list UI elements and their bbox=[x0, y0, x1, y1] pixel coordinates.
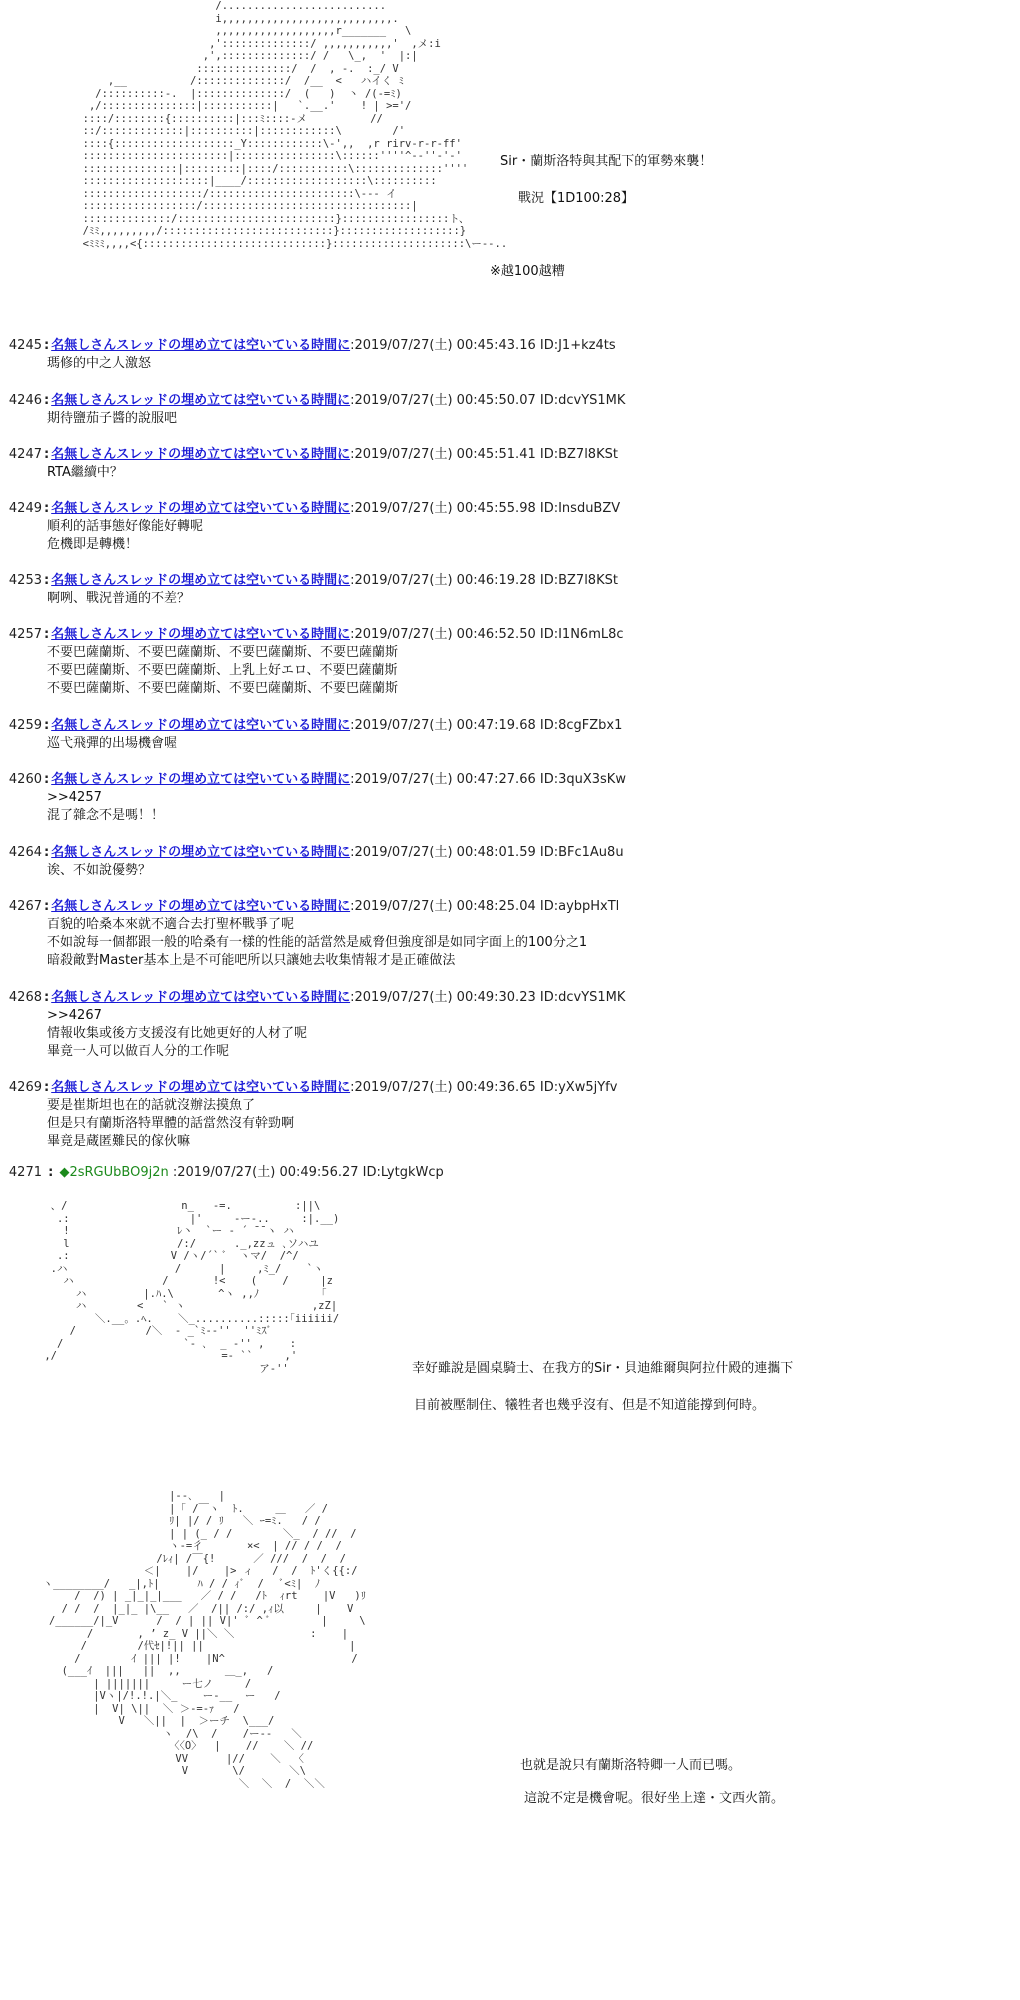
poster-name-link[interactable]: 名無しさんスレッドの埋め立ては空いている時間に bbox=[51, 447, 351, 462]
poster-name-link[interactable]: 名無しさんスレッドの埋め立ては空いている時間に bbox=[51, 393, 351, 408]
post-line: 瑪修的中之人激怒 bbox=[47, 356, 152, 371]
post-body bbox=[47, 518, 1010, 554]
poster-name-link[interactable]: 名無しさんスレッドの埋め立ては空いている時間に bbox=[51, 338, 351, 353]
reply-post bbox=[0, 337, 1010, 373]
reply-anchor-link[interactable]: >>4267 bbox=[47, 1008, 102, 1023]
post-body bbox=[47, 590, 1010, 608]
art-caption-attack: Sir・蘭斯洛特與其配下的軍勢來襲！ bbox=[500, 154, 713, 169]
post-id: ID:I1N6mL8c bbox=[539, 627, 624, 642]
post-line: 不如說每一個都跟一般的哈桑有一樣的性能的話當然是威脅但強度卻是如同字面上的100分之1 bbox=[47, 935, 588, 950]
post-separator: : bbox=[44, 772, 50, 787]
post-body bbox=[47, 862, 1010, 880]
art-caption-line: 也就是說只有蘭斯洛特卿一人而已嗎。 bbox=[520, 1758, 742, 1773]
post-number: 4247 bbox=[8, 447, 42, 462]
reply-post bbox=[0, 500, 1010, 554]
reply-post bbox=[0, 717, 1010, 753]
post-id: ID:8cgFZbx1 bbox=[539, 718, 623, 733]
post-id: ID:BZ7l8KSt bbox=[539, 447, 618, 462]
post-id: ID:J1+kz4ts bbox=[539, 338, 616, 353]
post-line: 期待鹽茄子醬的說服吧 bbox=[47, 411, 178, 426]
post-line: 混了雜念不是嗎！！ bbox=[47, 808, 165, 823]
post-datetime: :2019/07/27(土) 00:47:27.66 ID:3quX3sKw bbox=[350, 772, 626, 787]
post-id: ID:BFc1Au8u bbox=[539, 845, 624, 860]
post-body bbox=[47, 644, 1010, 698]
post-datetime: :2019/07/27(土) 00:45:43.16 ID:J1+kz4ts bbox=[350, 338, 616, 353]
reply-post bbox=[0, 392, 1010, 428]
art-caption-line: 目前被壓制住、犧牲者也幾乎沒有、但是不知道能撐到何時。 bbox=[414, 1398, 766, 1413]
reply-post bbox=[0, 989, 1010, 1061]
poster-trip[interactable]: ◆2sRGUbBO9j2n bbox=[59, 1165, 169, 1180]
post-line: 危機即是轉機！ bbox=[47, 537, 139, 552]
post-number: 4257 bbox=[8, 627, 42, 642]
post-separator: : bbox=[48, 1165, 54, 1180]
post-line: 順利的話事態好像能好轉呢 bbox=[47, 519, 204, 534]
art-caption-line: 這說不定是機會呢。很好坐上達・文西火箭。 bbox=[524, 1791, 785, 1806]
post-separator: : bbox=[44, 845, 50, 860]
post-datetime: :2019/07/27(土) 00:49:30.23 ID:dcvYS1MK bbox=[350, 990, 626, 1005]
poster-name-link[interactable]: 名無しさんスレッドの埋め立ては空いている時間に bbox=[51, 899, 351, 914]
reply-post bbox=[0, 572, 1010, 608]
post-id: ID:dcvYS1MK bbox=[539, 990, 626, 1005]
post-line: RTA繼續中？ bbox=[47, 465, 123, 480]
post-datetime: :2019/07/27(土) 00:49:36.65 ID:yXw5jYfv bbox=[350, 1080, 618, 1095]
post-separator: : bbox=[44, 899, 50, 914]
art-caption-dice: 戰況【1D100:28】 bbox=[518, 191, 635, 206]
poster-name-link[interactable]: 名無しさんスレッドの埋め立ては空いている時間に bbox=[51, 501, 351, 516]
art-caption-note: ※越100越糟 bbox=[490, 264, 565, 279]
post-datetime: :2019/07/27(土) 00:48:01.59 ID:BFc1Au8u bbox=[350, 845, 624, 860]
post-number: 4246 bbox=[8, 393, 42, 408]
post-line: 啊咧、戰況普通的不差？ bbox=[47, 591, 191, 606]
post-number: 4259 bbox=[8, 718, 42, 733]
post-separator: : bbox=[44, 627, 50, 642]
ascii-art-top: /.......................... i,,,,,,,,,,,,,,,,,,,,,,,,,,,. ,,,,,,,,,,,,,,,,,,,r_______ \ ,'::::::::::::::/ ,,,,,,,,,,,' ,メ:i ,',::::::::::::::/ / \_, ' |:| :::::::::::::::/ / , -. :_/ V ,__ /::::::::::::::/ /__ < ハイく ﾐ /::::::::::-. |::::::::::::::/ ( ) 丶 /(-=ﾐ) ,/:::::::::::::::|:::::::::::| `.__.' ! | >='/ ::::/::::::::{::::::::::|:::ﾐ::::-メ // ::/:::::::::::::|::::::::::|::::::::::::\ /' ::::{:::::::::::::::::::_Y::::::::::::\-',, ,r rirv-r-r-ff' :::::::::::::::::::::::|::::::::::::::::\::::::''''^--''-'-' :::::::::::::::|:::::::::|::::/:::::::::::\::::::::::::::'''' ::::::::::::::::::::|____/:::::::::::::::::::\:::::::::: :::::::::::::::::::/:::::::::::::::::::::::\--- イ ::::::::::::::::::/:::::::::::::::::::::::::::::::::| ::::::::::::::/:::::::::::::::::::::::::}:::::::::::::::::ト、 /ﾐﾐ,,,,,,,,,/:::::::::::::::::::::::::::}:::::::::::::::::::} <ﾐﾐﾐ,,,,<{:::::::::::::::::::::::::::::}:::::::::::::::::::::\ー--.. bbox=[82, 0, 508, 250]
post-number: 4253 bbox=[8, 573, 42, 588]
reply-post bbox=[0, 898, 1010, 970]
poster-name-link[interactable]: 名無しさんスレッドの埋め立ては空いている時間に bbox=[51, 845, 351, 860]
post-body bbox=[47, 464, 1010, 482]
poster-name-link[interactable]: 名無しさんスレッドの埋め立ては空いている時間に bbox=[51, 718, 351, 733]
post-number: 4271 bbox=[8, 1165, 42, 1180]
reply-post bbox=[0, 1079, 1010, 1151]
post-id: ID:BZ7l8KSt bbox=[539, 573, 618, 588]
post-datetime: :2019/07/27(土) 00:48:25.04 ID:aybpHxTl bbox=[350, 899, 620, 914]
poster-name-link[interactable]: 名無しさんスレッドの埋め立ては空いている時間に bbox=[51, 573, 351, 588]
post-datetime: :2019/07/27(土) 00:46:52.50 ID:I1N6mL8c bbox=[350, 627, 624, 642]
post-line: 巡弋飛彈的出場機會喔 bbox=[47, 736, 178, 751]
post-body bbox=[47, 355, 1010, 373]
post-separator: : bbox=[44, 990, 50, 1005]
reply-anchor-link[interactable]: >>4257 bbox=[47, 790, 102, 805]
art-caption-line: 幸好雖說是圓桌騎士、在我方的Sir・貝迪維爾與阿拉什殿的連攜下 bbox=[412, 1361, 794, 1376]
post-line: 畢竟是蔵匿難民的傢伙嘛 bbox=[47, 1134, 191, 1149]
poster-name-link[interactable]: 名無しさんスレッドの埋め立ては空いている時間に bbox=[51, 772, 351, 787]
op-post bbox=[0, 1164, 1010, 1182]
post-id: ID:dcvYS1MK bbox=[539, 393, 626, 408]
post-number: 4267 bbox=[8, 899, 42, 914]
poster-name-link[interactable]: 名無しさんスレッドの埋め立ては空いている時間に bbox=[51, 990, 351, 1005]
post-number: 4264 bbox=[8, 845, 42, 860]
post-id: ID:yXw5jYfv bbox=[539, 1080, 618, 1095]
post-id: ID:LytgkWcp bbox=[362, 1165, 444, 1180]
post-line: 情報收集或後方支援沒有比她更好的人材了呢 bbox=[47, 1026, 308, 1041]
post-body bbox=[47, 1007, 1010, 1061]
post-line: 要是崔斯坦也在的話就沒辦法摸魚了 bbox=[47, 1098, 256, 1113]
post-id: ID:InsduBZV bbox=[539, 501, 621, 516]
post-body bbox=[47, 916, 1010, 970]
post-line: 不要巴薩蘭斯、不要巴薩蘭斯、上乳上好エロ、不要巴薩蘭斯 bbox=[47, 663, 398, 678]
ascii-art-knight: 、/ n_ -=. :||\ .: |' ‐ー-.. :|.__) ! ﾚ丶 `ー - ´ ̄ ̄ ヽ ハ l /:/ ._,zzュ ､ソハユ .: V /ヽ/´` ﾞ ヽマ/ /^/ .ハ / | ,ﾐ_/ `ヽ ハ / !< ( / |z ハ |.ﾊ.\ ^ヽ ,,ﾉ 「 ハ < ` ヽ ,zZ| ＼.__。.ﾍ. ＼_..........:::::｢iiiiii/ / /＼ - _`ﾐ--'' ''ﾐｽﾞ / `- ､ _ -'' , : ,/ =- `` ,' ア-'' bbox=[44, 1200, 340, 1375]
post-separator: : bbox=[44, 718, 50, 733]
post-number: 4245 bbox=[8, 338, 42, 353]
post-separator: : bbox=[44, 1080, 50, 1095]
poster-name-link[interactable]: 名無しさんスレッドの埋め立ては空いている時間に bbox=[51, 1080, 351, 1095]
post-datetime: :2019/07/27(土) 00:49:56.27 ID:LytgkWcp bbox=[172, 1165, 444, 1180]
post-separator: : bbox=[44, 573, 50, 588]
post-line: 暗殺敵對Master基本上是不可能吧所以只讓她去收集情報才是正確做法 bbox=[47, 953, 456, 968]
post-id: ID:3quX3sKw bbox=[539, 772, 626, 787]
ascii-art-character: |-‐､ | |「 /￣ヽ ﾄ. ＿ ／ / ﾘ| |/ / ﾘ ＼ ｰ=ﾐ. / / | | (_ / / ＼_ / // / ヽ-=彳 ×< | // / / / /ﾚｨ| /￣{! ／ /// / / / ＜| |/ |> ィ / / ﾄ'く{{:/ ヽ________/ _|,ﾄ| ﾊ / / ｨﾞ / ﾞ<ﾐ| ﾉ / /) | _|_|_|___ ／ / / /ﾄ ｨrt |V )ﾘ / / / |_|_ |\__ ／ /|| /:/ ,ｨ以 | V /______/|_V / / | || V|' ﾞ ^ ﾞ | \ / , ’ z_ V ||＼ ＼ : | / /代ｾ|!|| || | / ｲ ||| |! |N^ / (___ｲ ||| || ,, ＿_, / | ||||||| ー七ノ / |Vヽ|/!.!.|＼_ ー-__ ー / | V| \|| ＼ ＞-=-ｧ / V ＼|| | ＞ーチ \___/ ヽ /\ / /ー-- ＼ 〈〈O〉 | // ＼ // VV |// ＼ 〈 V \/ ＼\ ＼ ＼ / ＼＼ bbox=[42, 1490, 367, 1790]
post-datetime: :2019/07/27(土) 00:47:19.68 ID:8cgFZbx1 bbox=[350, 718, 623, 733]
reply-post bbox=[0, 844, 1010, 880]
poster-name-link[interactable]: 名無しさんスレッドの埋め立ては空いている時間に bbox=[51, 627, 351, 642]
post-number: 4260 bbox=[8, 772, 42, 787]
post-line: 畢竟一人可以做百人分的工作呢 bbox=[47, 1044, 230, 1059]
post-number: 4269 bbox=[8, 1080, 42, 1095]
post-datetime: :2019/07/27(土) 00:45:55.98 ID:InsduBZV bbox=[350, 501, 621, 516]
post-line: 但是只有蘭斯洛特單體的話當然沒有幹勁啊 bbox=[47, 1116, 295, 1131]
post-body bbox=[47, 1097, 1010, 1151]
post-body bbox=[47, 735, 1010, 753]
reply-post bbox=[0, 446, 1010, 482]
post-line: 诶、不如說優勢？ bbox=[47, 863, 152, 878]
post-id: ID:aybpHxTl bbox=[539, 899, 620, 914]
post-separator: : bbox=[44, 393, 50, 408]
post-body bbox=[47, 789, 1010, 825]
post-datetime: :2019/07/27(土) 00:46:19.28 ID:BZ7l8KSt bbox=[350, 573, 618, 588]
post-datetime: :2019/07/27(土) 00:45:51.41 ID:BZ7l8KSt bbox=[350, 447, 618, 462]
post-number: 4268 bbox=[8, 990, 42, 1005]
reply-post bbox=[0, 771, 1010, 825]
post-body bbox=[47, 410, 1010, 428]
post-line: 不要巴薩蘭斯、不要巴薩蘭斯、不要巴薩蘭斯、不要巴薩蘭斯 bbox=[47, 681, 399, 696]
post-datetime: :2019/07/27(土) 00:45:50.07 ID:dcvYS1MK bbox=[350, 393, 626, 408]
post-number: 4249 bbox=[8, 501, 42, 516]
post-separator: : bbox=[44, 447, 50, 462]
post-separator: : bbox=[44, 501, 50, 516]
post-separator: : bbox=[44, 338, 50, 353]
post-line: 不要巴薩蘭斯、不要巴薩蘭斯、不要巴薩蘭斯、不要巴薩蘭斯 bbox=[47, 645, 399, 660]
post-line: 百貌的哈桑本來就不適合去打聖杯戰爭了呢 bbox=[47, 917, 295, 932]
reply-post bbox=[0, 626, 1010, 698]
